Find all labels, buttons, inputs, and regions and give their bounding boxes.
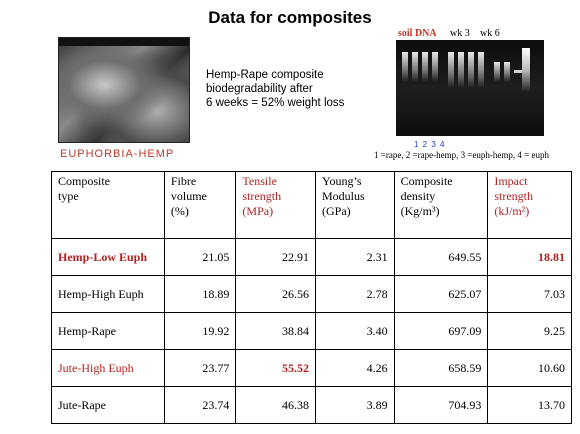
cell-youngs-modulus: 4.26 <box>316 350 395 387</box>
biodegradability-note <box>206 68 386 110</box>
cell-composite-density: 625.07 <box>394 276 488 313</box>
cell-tensile-strength: 46.38 <box>236 387 316 424</box>
cell-tensile-strength: 55.52 <box>236 350 316 387</box>
page-title: Data for composites <box>208 8 372 27</box>
sem-micrograph-image <box>58 37 190 143</box>
cell-fibre-volume: 21.05 <box>164 239 236 276</box>
cell-youngs-modulus: 2.31 <box>316 239 395 276</box>
header-text: type <box>58 189 79 203</box>
cell-fibre-volume: 19.92 <box>164 313 236 350</box>
header-text: strength <box>242 189 282 203</box>
table-row <box>52 239 572 276</box>
cell-fibre-volume: 23.74 <box>164 387 236 424</box>
cell-impact-strength: 9.25 <box>488 313 572 350</box>
cell-fibre-volume: 18.89 <box>164 276 236 313</box>
header-tensile-strength <box>236 172 316 239</box>
cell-youngs-modulus: 3.40 <box>316 313 395 350</box>
gel-lane <box>432 52 438 82</box>
table-row <box>52 387 572 424</box>
header-text: density <box>400 189 436 203</box>
gel-week3-label: wk 3 <box>450 28 470 39</box>
gel-lane <box>402 52 408 82</box>
cell-impact-strength: 7.03 <box>488 276 572 313</box>
header-text: Composite <box>58 174 111 188</box>
gel-band <box>514 70 522 73</box>
header-text: strength <box>494 189 533 203</box>
cell-composite-density: 704.93 <box>394 387 488 424</box>
micrograph-info-bar <box>59 38 189 46</box>
gel-electrophoresis-image <box>396 40 544 136</box>
gel-soil-dna-label: soil DNA <box>398 28 437 39</box>
header-text: (%) <box>170 204 189 218</box>
cell-composite-type: Jute-High Euph <box>52 350 165 387</box>
gel-lane <box>468 52 474 88</box>
header-text: Young’s <box>322 174 362 188</box>
cell-composite-type: Hemp-Rape <box>52 313 165 350</box>
cell-impact-strength: 18.81 <box>488 239 572 276</box>
gel-lane <box>478 52 484 88</box>
header-text: (GPa) <box>322 204 351 218</box>
header-composite-density <box>394 172 488 239</box>
gel-week6-label: wk 6 <box>480 28 500 39</box>
cell-composite-density: 658.59 <box>394 350 488 387</box>
header-text: (Kg/m³) <box>400 204 440 218</box>
header-fibre-volume <box>164 172 236 239</box>
header-text: Composite <box>400 174 453 188</box>
bio-line-2: biodegradability after <box>206 83 313 95</box>
header-text: Modulus <box>322 189 365 203</box>
cell-tensile-strength: 26.56 <box>236 276 316 313</box>
header-youngs-modulus <box>316 172 395 239</box>
gel-lane <box>494 62 500 82</box>
gel-lane-numbers: 1 2 3 4 <box>414 140 446 149</box>
cell-composite-type: Jute-Rape <box>52 387 165 424</box>
bio-line-3: 6 weeks = 52% weight loss <box>206 97 345 109</box>
header-impact-strength <box>488 172 572 239</box>
cell-impact-strength: 13.70 <box>488 387 572 424</box>
gel-lane <box>504 62 510 82</box>
table-row <box>52 276 572 313</box>
cell-tensile-strength: 38.84 <box>236 313 316 350</box>
table-header-row <box>52 172 572 239</box>
header-text: Tensile <box>242 174 277 188</box>
header-composite-type <box>52 172 165 239</box>
gel-lane <box>448 52 454 88</box>
cell-composite-density: 697.09 <box>394 313 488 350</box>
gel-legend: 1 =rape, 2 =rape-hemp, 3 =euph-hemp, 4 = euph <box>374 150 549 160</box>
gel-ladder-lane <box>522 48 530 92</box>
cell-composite-type: Hemp-Low Euph <box>52 239 165 276</box>
gel-lane <box>422 52 428 82</box>
table-row <box>52 313 572 350</box>
cell-youngs-modulus: 2.78 <box>316 276 395 313</box>
composites-data-table <box>51 171 572 424</box>
gel-lane <box>458 52 464 88</box>
header-text: Impact <box>494 174 528 188</box>
cell-impact-strength: 10.60 <box>488 350 572 387</box>
header-text: Fibre <box>170 174 197 188</box>
cell-tensile-strength: 22.91 <box>236 239 316 276</box>
cell-composite-type: Hemp-High Euph <box>52 276 165 313</box>
cell-composite-density: 649.55 <box>394 239 488 276</box>
micrograph-caption: EUPHORBIA-HEMP <box>60 148 175 160</box>
cell-fibre-volume: 23.77 <box>164 350 236 387</box>
gel-lane <box>412 52 418 82</box>
header-text: (kJ/m²) <box>494 204 530 218</box>
bio-line-1: Hemp-Rape composite <box>206 69 324 81</box>
cell-youngs-modulus: 3.89 <box>316 387 395 424</box>
table-row <box>52 350 572 387</box>
header-text: volume <box>170 189 207 203</box>
header-text: (MPa) <box>242 204 274 218</box>
